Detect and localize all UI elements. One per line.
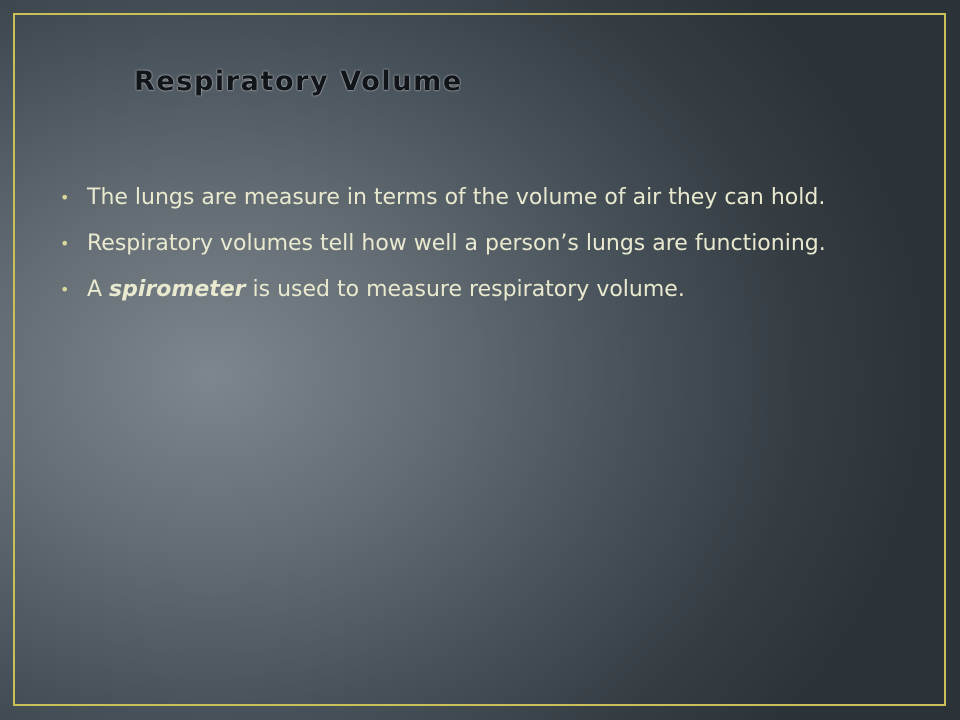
bullet-emphasis-term: spirometer: [109, 277, 246, 302]
bullet-dot-icon: •: [60, 280, 70, 299]
bullet-list: [60, 180, 855, 318]
bullet-item: [60, 226, 855, 262]
slide-frame-border: [13, 13, 946, 706]
slide-title: Respiratory Volume: [134, 66, 463, 97]
bullet-text-suffix: is used to measure respiratory volume.: [245, 277, 685, 302]
bullet-text: The lungs are measure in terms of the volume of air they can hold.: [87, 185, 826, 210]
bullet-text-prefix: A: [87, 277, 110, 302]
bullet-text: Respiratory volumes tell how well a person’s lungs are functioning.: [87, 231, 826, 256]
bullet-dot-icon: •: [60, 188, 70, 207]
bullet-dot-icon: •: [60, 234, 70, 253]
bullet-item: [60, 272, 855, 308]
bullet-item: [60, 180, 855, 216]
